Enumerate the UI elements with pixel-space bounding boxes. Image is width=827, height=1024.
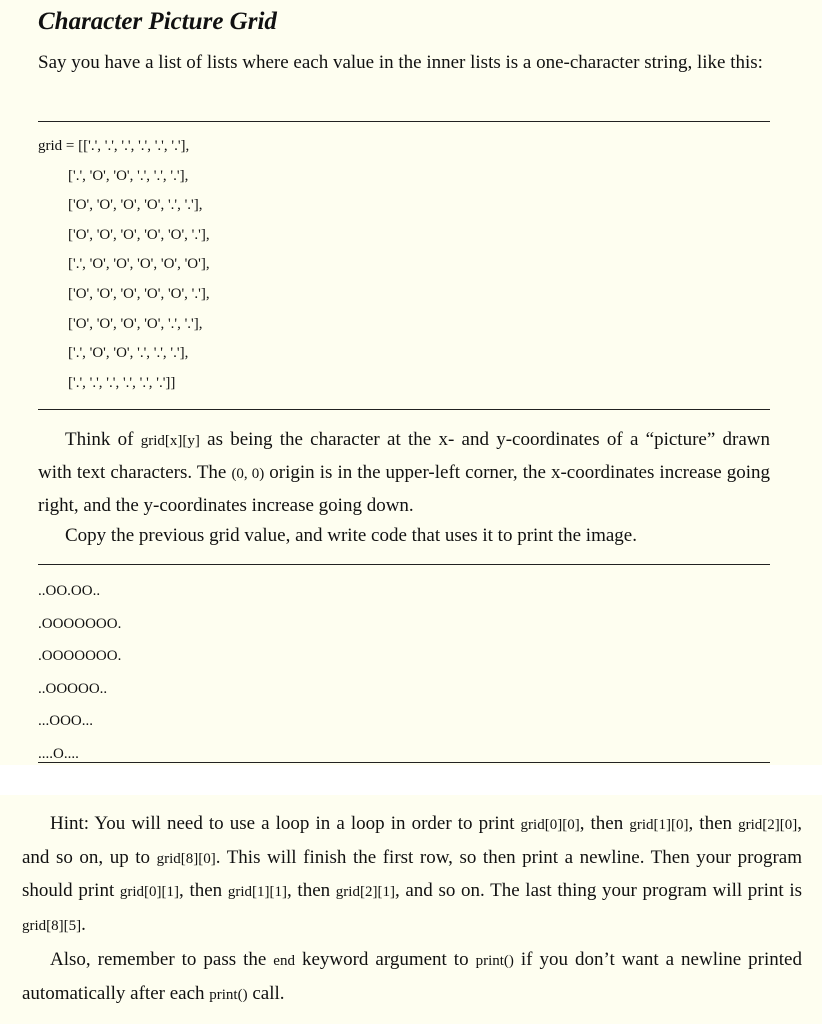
code-line: ['.', 'O', 'O', '.', '.', '.'], <box>38 167 189 184</box>
output-line: ..OO.OO.. <box>38 583 101 599</box>
inline-code: grid[1][1] <box>227 884 287 900</box>
inline-code: print() <box>475 953 514 969</box>
code-line: grid = [['.', '.', '.', '.', '.', '.'], <box>38 138 190 154</box>
output-block <box>38 575 121 770</box>
output-line: .OOOOOOO. <box>38 615 122 632</box>
code-line: ['O', 'O', 'O', 'O', 'O', '.'], <box>38 226 210 243</box>
page-title: Character Picture Grid <box>38 8 277 35</box>
inline-code: grid[8][5] <box>22 917 82 934</box>
code-line: ['.', '.', '.', '.', '.', '.']] <box>38 374 176 391</box>
inline-code: grid[2][0] <box>738 817 798 833</box>
inline-code: print() <box>209 986 248 1003</box>
divider <box>38 121 770 122</box>
code-line: ['.', 'O', 'O', '.', '.', '.'], <box>38 345 189 362</box>
grid-code-block <box>38 132 210 398</box>
divider <box>38 409 770 410</box>
code-line: ['O', 'O', 'O', 'O', '.', '.'], <box>38 197 203 214</box>
divider <box>38 762 770 763</box>
output-line: ....O.... <box>38 745 79 762</box>
output-line: ..OOOOO.. <box>38 680 108 697</box>
output-line: .OOOOOOO. <box>38 648 122 664</box>
inline-code: grid[8][0] <box>156 850 216 867</box>
also-paragraph: Also, remember to pass the end keyword argument to print() if you don’t want a newline printed automatically after each print() call. <box>22 949 802 1004</box>
think-paragraph: Think of grid[x][y] as being the character at the x- and y-coordinates of a “picture” drawn with text characters. The (0, 0) origin is in the upper-left corner, the x-coordinates increase going right, and the y-coordinates increase going down. <box>38 429 770 516</box>
inline-code: grid[x][y] <box>140 433 200 449</box>
inline-code: grid[0][0] <box>520 817 580 833</box>
code-line: ['O', 'O', 'O', 'O', '.', '.'], <box>38 315 203 332</box>
intro-paragraph: Say you have a list of lists where each value in the inner lists is a one-character string, like this: <box>38 52 763 73</box>
inline-code: grid[0][1] <box>119 884 180 900</box>
divider <box>38 564 770 565</box>
code-line: ['.', 'O', 'O', 'O', 'O', 'O'], <box>38 256 210 273</box>
inline-code: (0, 0) <box>231 466 265 482</box>
inline-code: end <box>273 953 295 969</box>
hint-paragraph: Hint: You will need to use a loop in a loop in order to print grid[0][0], then grid[1][0], then grid[2][0], and so on, up to grid[8][0]. This will finish the first row, so then print a newline. Then your program should print grid[0][1], then grid[1][1], then grid[2][1], and so on. The last thing your program will print is grid[8][5]. <box>22 813 803 935</box>
code-line: ['O', 'O', 'O', 'O', 'O', '.'], <box>38 285 210 302</box>
inline-code: grid[1][0] <box>629 817 689 833</box>
copy-instruction: Copy the previous grid value, and write code that uses it to print the image. <box>65 525 637 546</box>
output-line: ...OOO... <box>38 713 93 729</box>
inline-code: grid[2][1] <box>335 884 395 900</box>
